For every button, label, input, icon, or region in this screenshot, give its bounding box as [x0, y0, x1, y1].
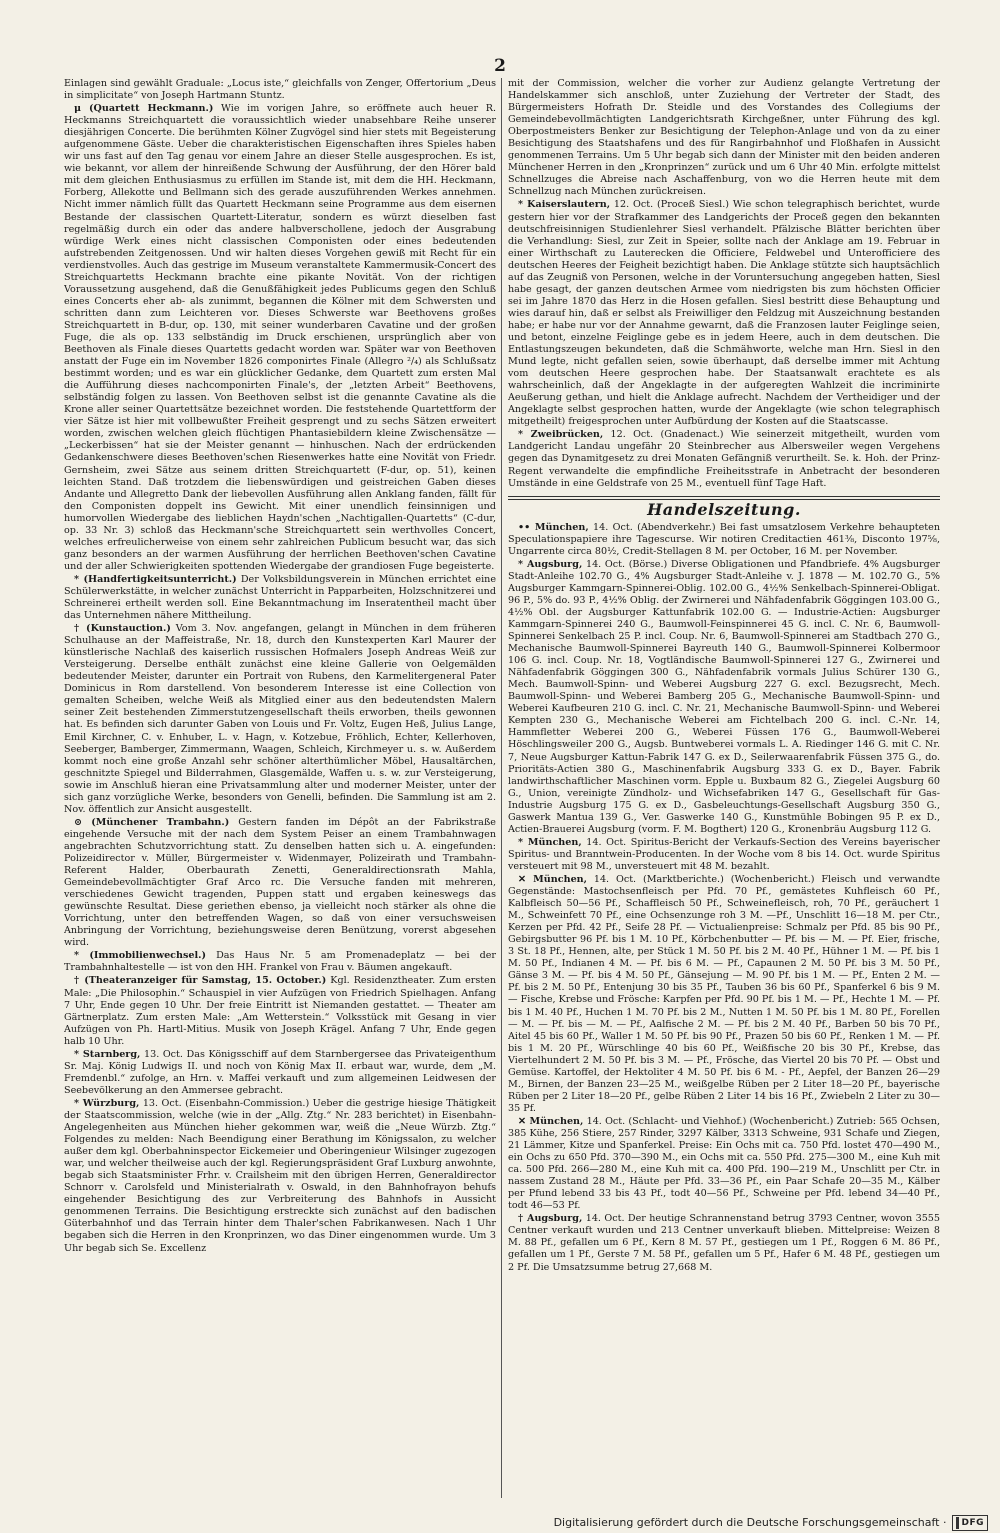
- article-text: Der Volksbildungsverein in München errichtet eine Schülerwerkstätte, in welcher zunächst Unterricht in Papparbeiten, Holzschnitzerei und Schreinerei ertheilt werden soll. Eine Bekanntmachung im Inseratentheil macht über das Unternehmen nähere Mittheilung.: [64, 573, 496, 622]
- article-paragraph: [64, 975, 496, 1047]
- article-dateline: * (Handfertigkeitsunterricht.): [74, 573, 237, 585]
- article-text: 14. Oct. (Abendverkehr.) Bei fast umsatzlosem Verkehre behaupteten Speculationspapiere ihre Tagescurse. Wir notiren Creditactien 461⅜, Disconto 197⅝, Ungarrente circa 80½, Credit-Stellagen 8 M. per October, 16 M. per November.: [508, 521, 940, 557]
- article-paragraph: [508, 1116, 940, 1212]
- article-paragraph: [64, 574, 496, 622]
- article-paragraph: [508, 1213, 940, 1273]
- article-paragraph: [508, 837, 940, 873]
- article-paragraph: [64, 1098, 496, 1255]
- article-text: 12. Oct. (Proceß Siesl.) Wie schon telegraphisch berichtet, wurde gestern hier vor der Strafkammer des Landgerichts der Proceß gegen den bekannten deutschfreisinnigen Studienlehrer Siesl verhandelt. Pfälzische Blätter berichten über die Verhandlung: Siesl, zur Zeit in Speier, sollte nach der Anklage am 19. Februar in einer Wirthschaft zu Lauterecken die Officiere, Feldwebel und Unterofficiere des deutschen Heeres der Feigheit bezichtigt haben. Die Anklage stützte sich hauptsächlich auf das Zeugniß von Personen, welche in der Voruntersuchung angegeben hatten, Siesl habe gesagt, der ganzen deutschen Armee vom niedrigsten bis zum höchsten Officier sei im Jahre 1870 das Herz in die Hosen gefallen. Siesl bestritt diese Behauptung und wies darauf hin, daß er selbst als Freiwilliger den Feldzug mit Auszeichnung bestanden habe; er habe nur vor der Annahme gewarnt, daß die Franzosen lauter Feiglinge seien, und betont, einzelne Feiglinge gebe es in jedem Heere, auch in dem deutschen. Die Entlastungszeugen bekundeten, daß die Schmähworte, welche man Hrn. Siesl in den Mund legte, nicht gefallen seien, sowie überhaupt, daß derselbe immer mit Achtung vom deutschen Heere gesprochen habe. Der Staatsanwalt erachtete es als wahrscheinlich, daß der Angeklagte in der aufgeregten Wahlzeit die incriminirte Aeußerung gethan, und hielt die Anklage aufrecht. Nachdem der Vertheidiger und der Angeklagte selbst gesprochen hatten, wurde der Angeklagte (wie schon telegraphisch mitgetheilt) freigesprochen unter Aufbürdung der Kosten auf die Staatscasse.: [508, 199, 940, 428]
- article-paragraph: [64, 623, 496, 816]
- dfg-logo-text: DFG: [961, 1517, 984, 1528]
- article-dateline: ✕ München,: [518, 1115, 584, 1127]
- footer-credit: Digitalisierung gefördert durch die Deutsche Forschungsgemeinschaft ·: [553, 1516, 947, 1529]
- article-dateline: * Zweibrücken,: [518, 429, 604, 441]
- article-text: Einlagen sind gewählt Graduale: „Locus iste,“ gleichfalls von Zenger, Offertorium „Deus in simplicitate“ von Joseph Hartmann Stuntz.: [64, 78, 496, 102]
- article-paragraph: [64, 78, 496, 102]
- article-text: 12. Oct. (Gnadenact.) Wie seinerzeit mitgetheilt, wurden vom Landgericht Landau ungefähr 20 Steinbrecher aus Albersweiler wegen Vergehens gegen das Dynamitgesetz zu drei Monaten Gefängniß verurtheilt. Se. k. Hoh. der Prinz-Regent verwandelte die empfindliche Freiheitsstrafe in Anbetracht der besonderen Umstände in eine Geldstrafe von 25 M., eventuell fünf Tage Haft.: [508, 429, 940, 489]
- article-dateline: † (Theateranzeiger für Samstag, 15. October.): [74, 975, 327, 987]
- article-dateline: ⊙ (Münchener Trambahn.): [74, 816, 230, 828]
- article-paragraph: [508, 522, 940, 558]
- article-paragraph: [64, 950, 496, 974]
- article-dateline: •• München,: [518, 521, 589, 533]
- article-paragraph: [508, 199, 940, 428]
- article-paragraph: [64, 817, 496, 950]
- article-dateline: * Starnberg,: [74, 1048, 141, 1060]
- article-paragraph: [508, 874, 940, 1115]
- page-number: 2: [494, 56, 506, 76]
- article-dateline: † Augsburg,: [518, 1213, 583, 1225]
- article-text: 14. Oct. (Marktberichte.) (Wochenbericht.) Fleisch und verwandte Gegenstände: Mastochsenfleisch per Pfd. 70 Pf., gemästetes Kuhfleisch 60 Pf., Kalbfleisch 50—56 Pf., Schaffleisch 50 Pf., Schweinefleisch, roh, 70 Pf., geräuchert 1 M., Schweinfett 70 Pf., eine Ochsenzunge roh 3 M. —Pf., Unschlitt 16—18 M. per Ctr., Kerzen per Pfd. 42 Pf., Seife 28 Pf. — Victualienpreise: Schmalz per Pfd. 85 bis 90 Pf., Gebirgsbutter 96 Pf. bis 1 M. 10 Pf., Körbchenbutter — Pf. bis — M. — Pf. Eier, frische, 3 St. 18 Pf., Hennen, alte, per Stück 1 M. 50 Pf. bis 2 M. 40 Pf., Hühner 1 M. — Pf. bis 1 M. 50 Pf., Indianen 4 M. — Pf. bis 6 M. — Pf., Capaunen 2 M. 50 Pf. bis 3 M. 50 Pf., Gänse 3 M. — Pf. bis 4 M. 50 Pf., Gänsejung — M. 90 Pf. bis 1 M. — Pf., Enten 2 M. — Pf. bis 2 M. 50 Pf., Entenjung 30 bis 35 Pf., Tauben 36 bis 60 Pf., Spanferkel 6 bis 9 M. — Fische, Krebse und Frösche: Karpfen per Pfd. 90 Pf. bis 1 M. — Pf., Hechte 1 M. — Pf. bis 1 M. 40 Pf., Huchen 1 M. 70 Pf. bis 2 M., Nutten 1 M. 50 Pf. bis 1 M. 80 Pf., Forellen — M. — Pf. bis — M. — Pf., Aalfische 2 M. — Pf. bis 2 M. 40 Pf., Barben 50 bis 70 Pf., Aitel 45 bis 60 Pf., Waller 1 M. 50 Pf. bis 90 Pf., Prazen 50 bis 60 Pf., Renken 1 M. — Pf. bis 1 M. 20 Pf., Würschlinge 40 bis 60 Pf., Weißfische 20 bis 30 Pf., Krebse, das Viertelhundert 2 M. 50 Pf. bis 3 M. — Pf., Frösche, das Viertel 20 bis 70 Pf. — Obst und Gemüse. Kartoffel, der Hektoliter 4 M. 50 Pf. bis 6 M. - Pf., Aepfel, der Banzen 26—29 M., Birnen, der Banzen 23—25 M., weißgelbe Rüben per 2 Liter 18—20 Pf., bayerische Rüben per 2 Liter 18—20 Pf., gelbe Rüben 2 Liter 14 bis 16 Pf., Zwiebeln 2 Liter zu 30—35 Pf.: [508, 874, 940, 1114]
- column-divider: [501, 78, 502, 1498]
- article-text: 13. Oct. (Eisenbahn-Commission.) Ueber die gestrige hiesige Thätigkeit der Staatscommission, welche (wie in der „Allg. Ztg.“ Nr. 283 berichtet) in Eisenbahn-Angelegenheiten aus München hieher gekommen war, weiß die „Neue Würzb. Ztg.“ Folgendes zu melden: Nach Beendigung einer Berathung im Königssalon, zu welcher außer dem kgl. Oberbahninspector Eickemeier und Oberingenieur Wilsinger zugezogen war, und welcher theilweise auch der kgl. Regierungspräsident Graf Luxburg anwohnte, begab sich Staatsminister Frhr. v. Crailsheim mit den übrigen Herren, Generaldirector Schnorr v. Carolsfeld und Ministerialrath v. Oswald, in den Bahnhofrayon behufs eingehender Besichtigung des zur Verbreiterung des Bahnhofs in Aussicht genommenen Terrains. Die Besichtigung erstreckte sich zunächst auf den badischen Güterbahnhof und das Terrain hinter dem Thaler'schen Fabrikanwesen. Nach 1 Uhr begaben sich die Herren in den Kronprinzen, wo das Diner eingenommen wurde. Um 3 Uhr begab sich Se. Excellenz: [64, 1097, 496, 1254]
- article-text: Gestern fanden im Dépôt an der Fabrikstraße eingehende Versuche mit der nach dem System Peiser an einem Trambahnwagen angebrachten Schutzvorrichtung statt. Zu denselben hatten sich u. A. eingefunden: Polizeidirector v. Müller, Bürgermeister v. Widenmayer, Polizeirath und Trambahn-Referent Halder, Oberbaurath Zenetti, Generaldirectionsrath Mahla, Gemeindebevollmächtigter Graf Arco rc. Die Versuche fanden mit mehreren, verschiedenes Gewicht tragenden, Puppen statt und ergaben keineswegs das gewünschte Resultat. Diese geriethen ebenso, ja vielleicht noch stärker als ohne die Vorrichtung, unter den betreffenden Wagen, so daß von einer versuchsweisen Anbringung der Vorrichtung, beziehungsweise deren Benützung, vorerst abgesehen wird.: [64, 816, 496, 949]
- article-paragraph: [508, 78, 940, 198]
- article-text: 14. Oct. Spiritus-Bericht der Verkaufs-Section des Vereins bayerischer Spiritus- und Branntwein-Producenten. In der Woche vom 8 bis 14. Oct. wurde Spiritus versteuert mit 98 M., unversteuert mit 48 M. bezahlt.: [508, 836, 940, 872]
- section-heading: Handelszeitung.: [647, 499, 801, 519]
- article-text: Vom 3. Nov. angefangen, gelangt in München in dem früheren Schulhause an der Maffeistraße, Nr. 18, durch den Kunstexperten Karl Maurer der künstlerische Nachlaß des kaiserlich russischen Hofmalers Joseph Andreas Weiß zur Versteigerung. Derselbe enthält zunächst eine kleine Gallerie von Oelgemälden bedeutender Meister, darunter ein Portrait von Rubens, den Karmelitergeneral Pater Dominicus in Rom darstellend. Von besonderem Interesse ist eine Collection von gemalten Scheiben, welche Weiß als Mitglied einer aus den bedeutendsten Malern seiner Zeit bestehenden Zimmerstutzengesellschaft theils erworben, theils gewonnen hat. Es befinden sich darunter Gaben von Louis und Fr. Voltz, Eugen Heß, Julius Lange, Emil Kirchner, C. v. Enhuber, L. v. Hagn, v. Kotzebue, Fröhlich, Echter, Kellerhoven, Seeberger, Bamberger, Zimmermann, Waagen, Schleich, Kirchmeyer u. s. w. Außerdem kommt noch eine große Anzahl sehr schöner alterthümlicher Möbel, Hausaltärchen, geschnitzte Spiegel und Bilderrahmen, Glasgemälde, Waffen u. s. w. zur Versteigerung, sowie im Anschluß hieran eine Privatsammlung alter und moderner Meister, unter der sich ganz vorzügliche Werke, besonders von Genelli, befinden. Die Sammlung ist am 2. Nov. öffentlich zur Ansicht ausgestellt.: [64, 623, 496, 815]
- article-dateline: † (Kunstauction.): [74, 623, 171, 635]
- article-dateline: ✕ München,: [518, 874, 587, 885]
- article-dateline: * Kaiserslautern,: [518, 199, 611, 211]
- article-text: 13. Oct. Das Königsschiff auf dem Starnbergersee das Privateigenthum Sr. Maj. König Ludwigs II. und noch von König Max II. erbaut war, wurde, dem „M. Fremdenbl.“ zufolge, an Hrn. v. Maffei verkauft und zum allgemeinen Leidwesen der Seebevölkerung an den Ammersee gebracht.: [64, 1048, 496, 1096]
- right-column: [508, 78, 940, 1498]
- article-paragraph: [64, 1049, 496, 1097]
- article-text: 14. Oct. (Börse.) Diverse Obligationen und Pfandbriefe. 4% Augsburger Stadt-Anleihe 102.70 G., 4% Augsburger Stadt-Anleihe v. J. 1878 — M. 102.70 G., 5% Augsburger Kammgarn-Spinnerei-Oblig. 102.00 G., 4½% Senkelbach-Spinnerei-Obligat. 96 P., 5% do. 93 P., 4½% Oblig. der Zwirnerei und Nähfadenfabrik Göggingen 103.00 G., 4½% Obl. der Augsburger Kattunfabrik 102.00 G. — Industrie-Actien: Augsburger Kammgarn-Spinnerei 240 G., Baumwoll-Feinspinnerei 45 G. incl. C. Nr. 6, Baumwoll-Spinnerei Senkelbach 25 P. incl. Coup. Nr. 6, Baumwoll-Spinnerei am Stadtbach 270 G., Mechanische Baumwoll-Spinnerei Bayreuth 140 G., Baumwoll-Spinnerei Kolbermoor 106 G. incl. Coup. Nr. 18, Vogtländische Baumwoll-Spinnerei 127 G., Zwirnerei und Nähfadenfabrik Göggingen 300 G., Nähfadenfabrik vormals Julius Schürer 130 G., Mech. Baumwoll-Spinn- und Weberei Augsburg 227 G. excl. Bezugsrecht, Mech. Baumwoll-Spinn- und Weberei Bamberg 205 G., Mechanische Baumwoll-Spinn- und Weberei Kaufbeuren 210 G. incl. C. Nr. 21, Mechanische Baumwoll-Spinn- und Weberei Kempten 230 G., Mechanische Weberei am Fichtelbach 200 G. incl. C.-Nr. 14, Hammfletter Weberei 200 G., Weberei Füssen 176 G., Baumwoll-Weberei Höschlingsweiler 200 G., Augsb. Buntweberei vormals L. A. Riedinger 146 G. mit C. Nr. 7, Neue Augsburger Kattun-Fabrik 147 G. ex D., Seilerwaarenfabrik Füssen 375 G., do. Prioritäts-Actien 380 G., Maschinenfabrik Augsburg 333 G. ex D., Bayer. Fabrik landwirthschaftlicher Maschinen vorm. Epple u. Buxbaum 82 G., Ziegelei Augsburg 60 G., Union, vereinigte Zündholz- und Wichsefabriken 147 G., Gesellschaft für Gas-Industrie Augsburg 175 G. ex D., Gasbeleuchtungs-Gesellschaft Augsburg 350 G., Gaswerk Mantua 139 G., Ver. Gaswerke 140 G., Kunstmühle Bobingen 95 P. ex D., Actien-Brauerei Augsburg (vorm. F. M. Bogthert) 120 G., Kronenbräu Augsburg 112 G.: [508, 558, 940, 835]
- article-paragraph: [508, 559, 940, 836]
- article-dateline: μ (Quartett Heckmann.): [74, 103, 214, 115]
- article-text: Das Haus Nr. 5 am Promenadeplatz — bei der Trambahnhaltestelle — ist von den HH. Frankel von Frau v. Bäumen angekauft.: [64, 950, 496, 974]
- article-text: 14. Oct. Der heutige Schrannenstand betrug 3793 Centner, wovon 3555 Centner verkauft wurden und 213 Centner unverkauft blieben. Mittelpreise: Weizen 8 M. 88 Pf., gefallen um 6 Pf., Kern 8 M. 57 Pf., gestiegen um 1 Pf., Roggen 6 M. 86 Pf., gefallen um 1 Pf., Gerste 7 M. 58 Pf., gefallen um 5 Pf., Hafer 6 M. 48 Pf., gestiegen um 2 Pf. Die Umsatzsumme betrug 27,668 M.: [508, 1213, 940, 1273]
- article-paragraph: [508, 429, 940, 489]
- article-text: 14. Oct. (Schlacht- und Viehhof.) (Wochenbericht.) Zutrieb: 565 Ochsen, 385 Kühe, 256 Stiere, 257 Rinder, 3297 Kälber, 3313 Schweine, 931 Schafe und Ziegen, 21 Lämmer, Kitze und Spanferkel. Preise: Ein Ochs mit ca. 750 Pfd. lostet 470—490 M., ein Ochs zu 650 Pfd. 370—390 M., ein Ochs mit ca. 550 Pfd. 275—300 M., eine Kuh mit ca. 500 Pfd. 266—280 M., eine Kuh mit ca. 400 Pfd. 190—219 M., Unschlitt per Ctr. in nassem Zustand 28 M., Häute per Pfd. 33—36 Pf., ein Paar Schafe 20—35 M., Kälber per Pfund lebend 33 bis 43 Pf., todt 40—56 Pf., Schweine per Pfd. lebend 34—40 Pf., todt 46—53 Pf.: [508, 1115, 940, 1212]
- footer: [0, 1512, 1000, 1533]
- article-text: Wie im vorigen Jahre, so eröffnete auch heuer R. Heckmanns Streichquartett die voraussichtlich wieder unabsehbare Reihe unserer diesjährigen Concerte. Die berühmten Kölner Zugvögel sind hier stets mit Begeisterung aufgenommene Gäste. Ueber die charakteristischen Eigenschaften ihres Spieles haben wir uns fast auf den Tag genau vor einem Jahre an dieser Stelle ausgesprochen. Es ist, wie bekannt, vor allem der hinreißende Schwung der Ausführung, der den Hörer bald mit dem gleichen Enthusiasmus zu erfüllen im Stande ist, mit dem die HH. Heckmann, Forberg, Allekotte und Bellmann sich des gerade auszuführenden Werkes annehmen. Nicht immer nämlich füllt das Quartett Heckmann seine Programme aus dem eisernen Bestande der classischen Quartett-Literatur, sondern es würzt dieselben fast regelmäßig durch ein oder das andere halbverschollene, jedoch der Ausgrabung würdige Werk eines nicht classischen Componisten oder eines bedeutenden aufstrebenden Zeitgenossen. Und wir halten dieses Vorgehen gewiß mit Recht für ein verdienstvolles. Auch das gestrige im Museum veranstaltete Kammermusik-Concert des Streichquartetts Heckmann brachte eine pikante Novität. Von der richtigen Voraussetzung ausgehend, daß die Genußfähigkeit jedes Publicums gegen den Schluß eines Concerts eher ab- als zunimmt, begannen die Kölner mit dem Schwersten und schritten dann zum Leichteren vor. Dieses Schwerste war Beethovens großes Streichquartett in B-dur, op. 130, mit seiner wunderbaren Cavatine und der großen Fuge, die als op. 133 selbständig im Druck erschienen, ursprünglich aber von Beethoven als Finale dieses Quartetts gedacht worden war. Später war von Beethoven anstatt der Fuge ein im November 1826 componirtes Finale (Allegro ²/₄) als Schlußsatz bestimmt worden; und es war ein glücklicher Gedanke, dem Quartett zum ersten Mal die Aufführung dieses nachcomponirten Finale's, der „letzten Arbeit“ Beethovens, selbständig folgen zu lassen. Von Beethoven selbst ist die genannte Cavatine als die Krone aller seiner Quartettsätze bezeichnet worden. Die feststehende Quartettform der vier Sätze ist hier mit vollbewußter Freiheit gesprengt und zu sechs Sätzen erweitert worden, zwischen welchen gleich flüchtigen Phantasiebildern kleine Zwischensätze — „Leckerbissen“ hat sie der Meister genannt — hinhuschen. Nach der erdrückenden Gedankenschwere dieses Beethoven'schen Riesenwerkes hatte eine Novität von Friedr. Gernsheim, zwei Sätze aus seinem dritten Streichquartett (F-dur, op. 51), keinen leichten Stand. Daß trotzdem die liebenswürdigen und geistreichen Gaben dieses Andante und Allegretto Dank der liebevollen Ausführung allen Anklang fanden, fällt für den Componisten doppelt ins Gewicht. Mit einer unendlich feinsinnigen und humorvollen Wiedergabe des lieblichen Haydn'schen „Nachtigallen-Quartetts“ (C-dur, op. 33 Nr. 3) schloß das Heckmann'sche Streichquartett sein werthvolles Concert, welches erfreulicherweise von einem sehr zahlreichen Publicum besucht war, das sich ganz besonders an der warmen Ausführung der herrlichen Beethoven'schen Cavatine und der aller Schwierigkeiten spottenden Wiedergabe der grandiosen Fuge begeisterte.: [64, 103, 496, 572]
- article-paragraph: [64, 103, 496, 573]
- article-text: Kgl. Residenztheater. Zum ersten Male: „Die Philosophin.“ Schauspiel in vier Aufzügen von Friedrich Spielhagen. Anfang 7 Uhr, Ende gegen 10 Uhr. Der freie Eintritt ist Niemanden gestattet. — Theater am Gärtnerplatz. Zum ersten Male: „Am Wetterstein.“ Volksstück mit Gesang in vier Aufzügen von Ph. Hartl-Mitius. Musik von Joseph Krägel. Anfang 7 Uhr, Ende gegen halb 10 Uhr.: [64, 975, 496, 1047]
- dfg-logo-mark-icon: [956, 1517, 959, 1529]
- article-dateline: * Würzburg,: [74, 1097, 140, 1109]
- article-text: mit der Commission, welcher die vorher zur Audienz gelangte Vertretung der Handelskammer sich anschloß, unter Zuziehung der Vertreter der Stadt, des Bürgermeisters Hofrath Dr. Steidle und des Vorstandes des Collegiums der Gemeindebevollmächtigten Landgerichtsrath Kirchgeßner, unter Führung des kgl. Oberpostmeisters Benker zur Besichtigung der Telephon-Anlage und von da zu einer Besichtigung des Staatshafens und des für Rangirbahnhof und Floßhafen in Aussicht genommenen Terrains. Um 5 Uhr begab sich dann der Minister mit den beiden anderen Münchener Herren in den „Kronprinzen“ zurück und um 6 Uhr 40 Min. erfolgte mittelst Schnellzuges die Abreise nach Aschaffenburg, von wo die Herren heute mit dem Schnellzug nach München zurückreisen.: [508, 78, 940, 198]
- article-dateline: * (Immobilienwechsel.): [74, 950, 207, 962]
- article-dateline: * München,: [518, 836, 582, 848]
- section-rule: [508, 496, 940, 500]
- dfg-logo: [952, 1515, 988, 1531]
- left-column: [64, 78, 496, 1498]
- article-dateline: * Augsburg,: [518, 558, 583, 570]
